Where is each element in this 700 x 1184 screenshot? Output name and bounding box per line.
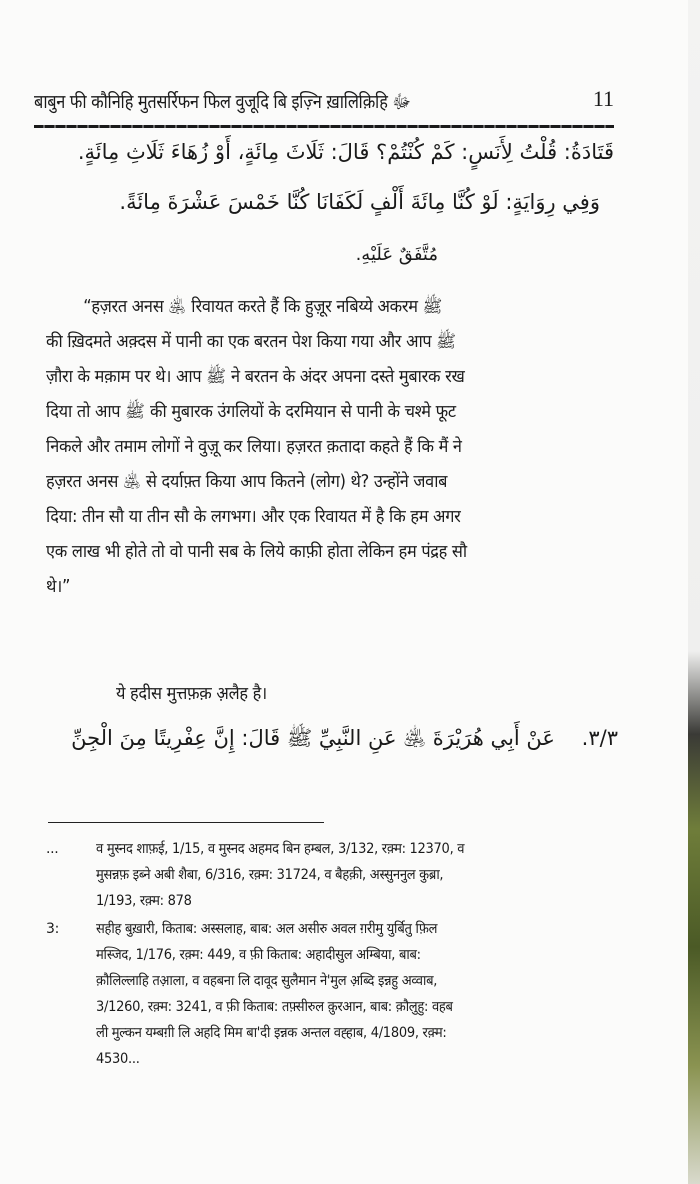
footnote-line: 4530...: [96, 1051, 140, 1067]
translation-line: थे।”: [46, 577, 71, 597]
hadith-grading: [116, 677, 596, 712]
footnote-continued: [46, 836, 616, 914]
header-rule: [34, 125, 614, 128]
footnote-line: क़ौलिल्लाहि तआ़ला, व वहबना लि दावूद सुलैमान ने'मुल अ़ब्दि इन्नहु अव्वाब,: [96, 973, 438, 989]
translation-line: दिया तो आप ﷺ की मुबारक उंगलियों के दरमियान से पानी के चश्मे फूट: [46, 402, 456, 422]
translation-line: “हज़रत अनस ﵁ रिवायत करते हैं कि हुज़ूर नबिय्ये अकरम ﷺ: [83, 297, 443, 317]
footnote-line: व मुस्नद शाफ़ई, 1/15, व मुस्नद अहमद बिन हम्बल, 3/132, रक़्म: 12370, व: [96, 841, 465, 857]
footnote-line: मुसन्नफ़ इब्ने अबी शैबा, 6/316, रक़्म: 31724, व बैहक़ी, अस्सुननुल कुब्रा,: [96, 867, 444, 883]
footnote-line: मस्जिद, 1/176, रक़्म: 449, व फ़ी किताब: अहादीसुल अम्बिया, बाब:: [96, 947, 421, 963]
next-hadith-line: [71, 725, 618, 756]
footnote-line: 1/193, रक़्म: 878: [96, 893, 192, 909]
hadith-number: ٣/٣.: [581, 726, 618, 750]
translation-line: एक लाख भी होते तो वो पानी सब के लिये काफ़ी होता लेकिन हम पंद्रह सौ: [46, 542, 467, 562]
page-number: 11: [592, 86, 614, 111]
running-title: बाबुन फी कौनिहि मुतसर्रिफन फिल वुजूदि बि इज़्नि ख़ालिक़िहि ﷻ: [34, 91, 411, 113]
translation-line: निकले और तमाम लोगों ने वुज़ू कर लिया। हज़रत क़तादा कहते हैं कि मैं ने: [46, 437, 462, 457]
footnote-separator: [48, 822, 324, 823]
hadith-text: عَنْ أَبِي هُرَيْرَةَ ﵁ عَنِ النَّبِيِّ ﷺ قَالَ: إِنَّ عِفْرِيتًا مِنَ الْجِنِّ: [71, 726, 555, 750]
arabic-grading: مُتَّفَقٌ عَلَيْهِ.: [355, 244, 438, 265]
translation-line: दिया: तीन सौ या तीन सौ के लगभग। और एक रिवायत में है कि हम अगर: [46, 507, 461, 527]
arabic-line-1: قَتَادَةُ: قُلْتُ لِأَنَسٍ: كَمْ كُنْتُمْ؟ قَالَ: ثَلَاثَ مِائَةٍ، أَوْ زُهَاءَ ثَلَاثِ مِائَةٍ.: [77, 140, 614, 164]
translation-line: हज़रत अनस ﵁ से दर्याफ़्त किया आप कितने (लोग) थे? उन्होंने जवाब: [46, 472, 448, 492]
hindi-translation: [46, 290, 606, 605]
arabic-line-2: وَفِي رِوَايَةٍ: لَوْ كُنَّا مِائَةَ أَلْفٍ لَكَفَانَا كُنَّا خَمْسَ عَشْرَةَ مِائَةً.: [119, 190, 600, 214]
translation-line: ज़ौरा के मक़ाम पर थे। आप ﷺ ने बरतन के अंदर अपना दस्ते मुबारक रख: [46, 367, 465, 387]
footnotes: [46, 836, 616, 1072]
page-header: [34, 86, 614, 120]
grading-text: ये हदीस मुत्तफ़क़ अ़लैह है।: [116, 684, 267, 704]
footnote-line: सहीह बुख़ारी, किताब: अस्सलाह, बाब: अल असीरु अवल ग़रीमु युर्बितु फ़िल: [96, 921, 438, 937]
page-edge-background: [688, 0, 700, 1184]
footnote-line: 3/1260, रक़्म: 3241, व फ़ी किताब: तफ़्सीरुल क़ुरआन, बाब: क़ौलुहु: वहब: [96, 999, 453, 1015]
footnote-line: ली मुल्कन यम्बग़ी लि अहदि मिम बा'दी इन्नक अन्तल वह्हाब, 4/1809, रक़्म:: [96, 1025, 447, 1041]
translation-line: की ख़िदमते अक़्दस में पानी का एक बरतन पेश किया गया और आप ﷺ: [46, 332, 456, 352]
footnote-marker: ...: [46, 841, 59, 857]
footnote-3: [46, 916, 616, 1072]
footnote-marker: 3:: [46, 921, 60, 937]
